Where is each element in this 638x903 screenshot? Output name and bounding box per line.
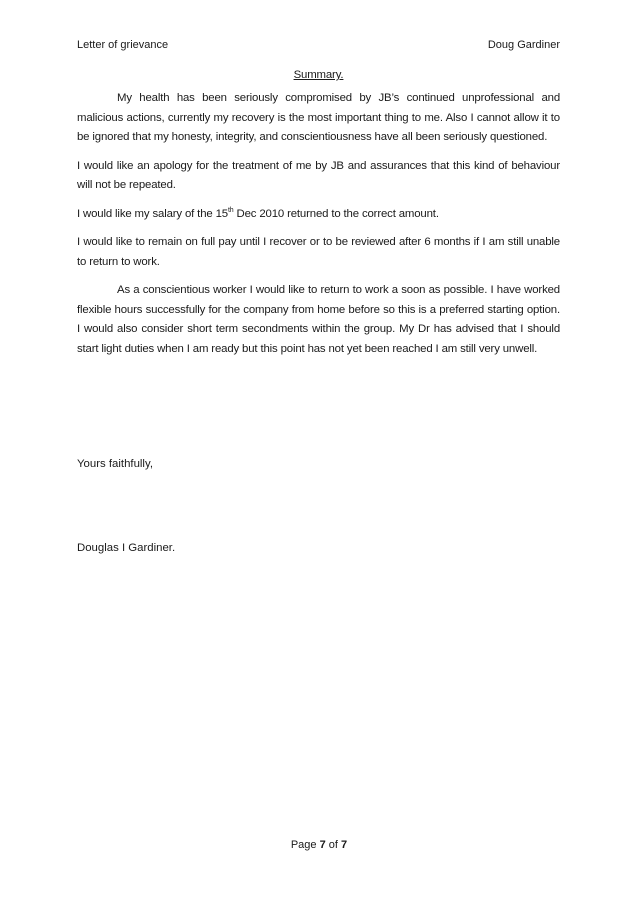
page-header: [77, 38, 560, 52]
ordinal-suffix: th: [227, 206, 234, 214]
page-label: Page: [290, 839, 317, 851]
paragraph-apology: I would like an apology for the treatment of me by JB and assurances that this kind of behaviour will not be repeated.: [77, 159, 560, 191]
page-current: 7: [319, 839, 326, 851]
paragraph-pay: I would like to remain on full pay until I recover or to be reviewed after 6 months if I am still unable to return to work.: [77, 236, 560, 268]
page-total: 7: [341, 839, 348, 851]
of-label: of: [328, 839, 338, 851]
paragraph-salary: [77, 205, 560, 225]
salary-text-end: Dec 2010 returned to the correct amount.: [233, 207, 439, 220]
page-footer: [0, 838, 638, 852]
signature-name: Douglas I Gardiner.: [77, 542, 176, 554]
closing-salutation: Yours faithfully,: [77, 458, 153, 470]
paragraph-health: My health has been seriously compromised by JB’s continued unprofessional and malicious actions, currently my recovery is the most important thing to me. Also I cannot allow it to be ignored that my honesty, integrity, and conscientiousness have all been seriously questioned.: [77, 92, 560, 143]
header-document-title: Letter of grievance: [77, 39, 169, 51]
section-title: Summary.: [293, 69, 344, 81]
paragraph-return-to-work: As a conscientious worker I would like to return to work a soon as possible. I have worked flexible hours successfully for the company from home before so this is a preferred starting option. I would also consider short term secondments within the group. My Dr has advised that I should start light duties when I am ready but this point has not yet been reached I am still very unwell.: [77, 284, 560, 355]
salary-text-start: I would like my salary of the 15: [77, 207, 228, 220]
header-author: Doug Gardiner: [487, 39, 560, 51]
letter-body: [77, 67, 560, 368]
